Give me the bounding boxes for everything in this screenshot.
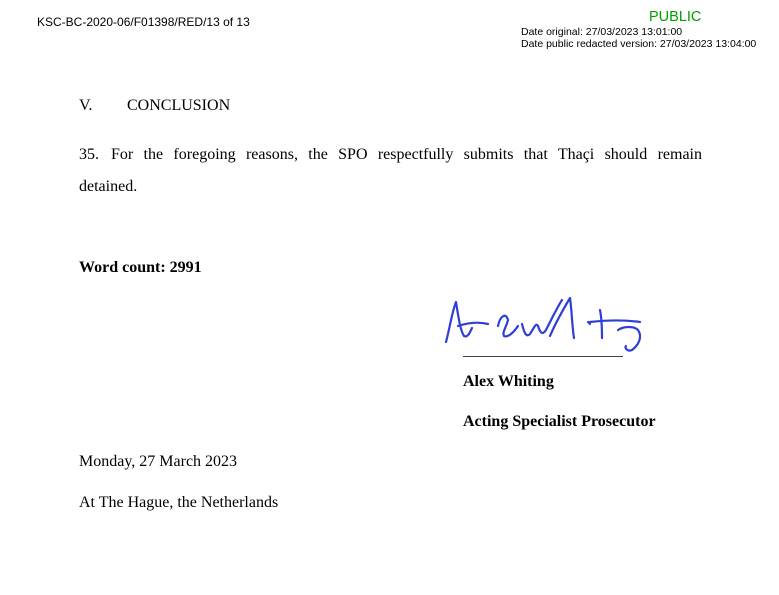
signature-line: [463, 356, 623, 357]
section-title: CONCLUSION: [127, 97, 231, 114]
paragraph-number: 35.: [79, 146, 99, 163]
signature-image: [440, 292, 670, 358]
date-original: Date original: 27/03/2023 13:01:00: [521, 26, 683, 38]
date-public-redacted: Date public redacted version: 27/03/2023 13:04:00: [521, 37, 757, 50]
signatory-title: Acting Specialist Prosecutor: [463, 413, 656, 430]
document-date: Monday, 27 March 2023: [79, 453, 238, 470]
paragraph-line-1: [79, 146, 702, 164]
signatory-name: Alex Whiting: [463, 373, 554, 390]
section-number: V.: [79, 97, 93, 114]
paragraph-line-2: detained.: [79, 178, 138, 195]
classification-label: PUBLIC: [649, 9, 702, 25]
word-count: Word count: 2991: [79, 259, 202, 276]
document-dates: [521, 27, 756, 50]
section-heading: [79, 97, 230, 115]
document-place: At The Hague, the Netherlands: [79, 494, 279, 511]
paragraph-text: For the foregoing reasons, the SPO respectfully submits that Thaçi should remain: [111, 146, 702, 163]
document-reference: KSC-BC-2020-06/F01398/RED/13 of 13: [37, 15, 250, 29]
